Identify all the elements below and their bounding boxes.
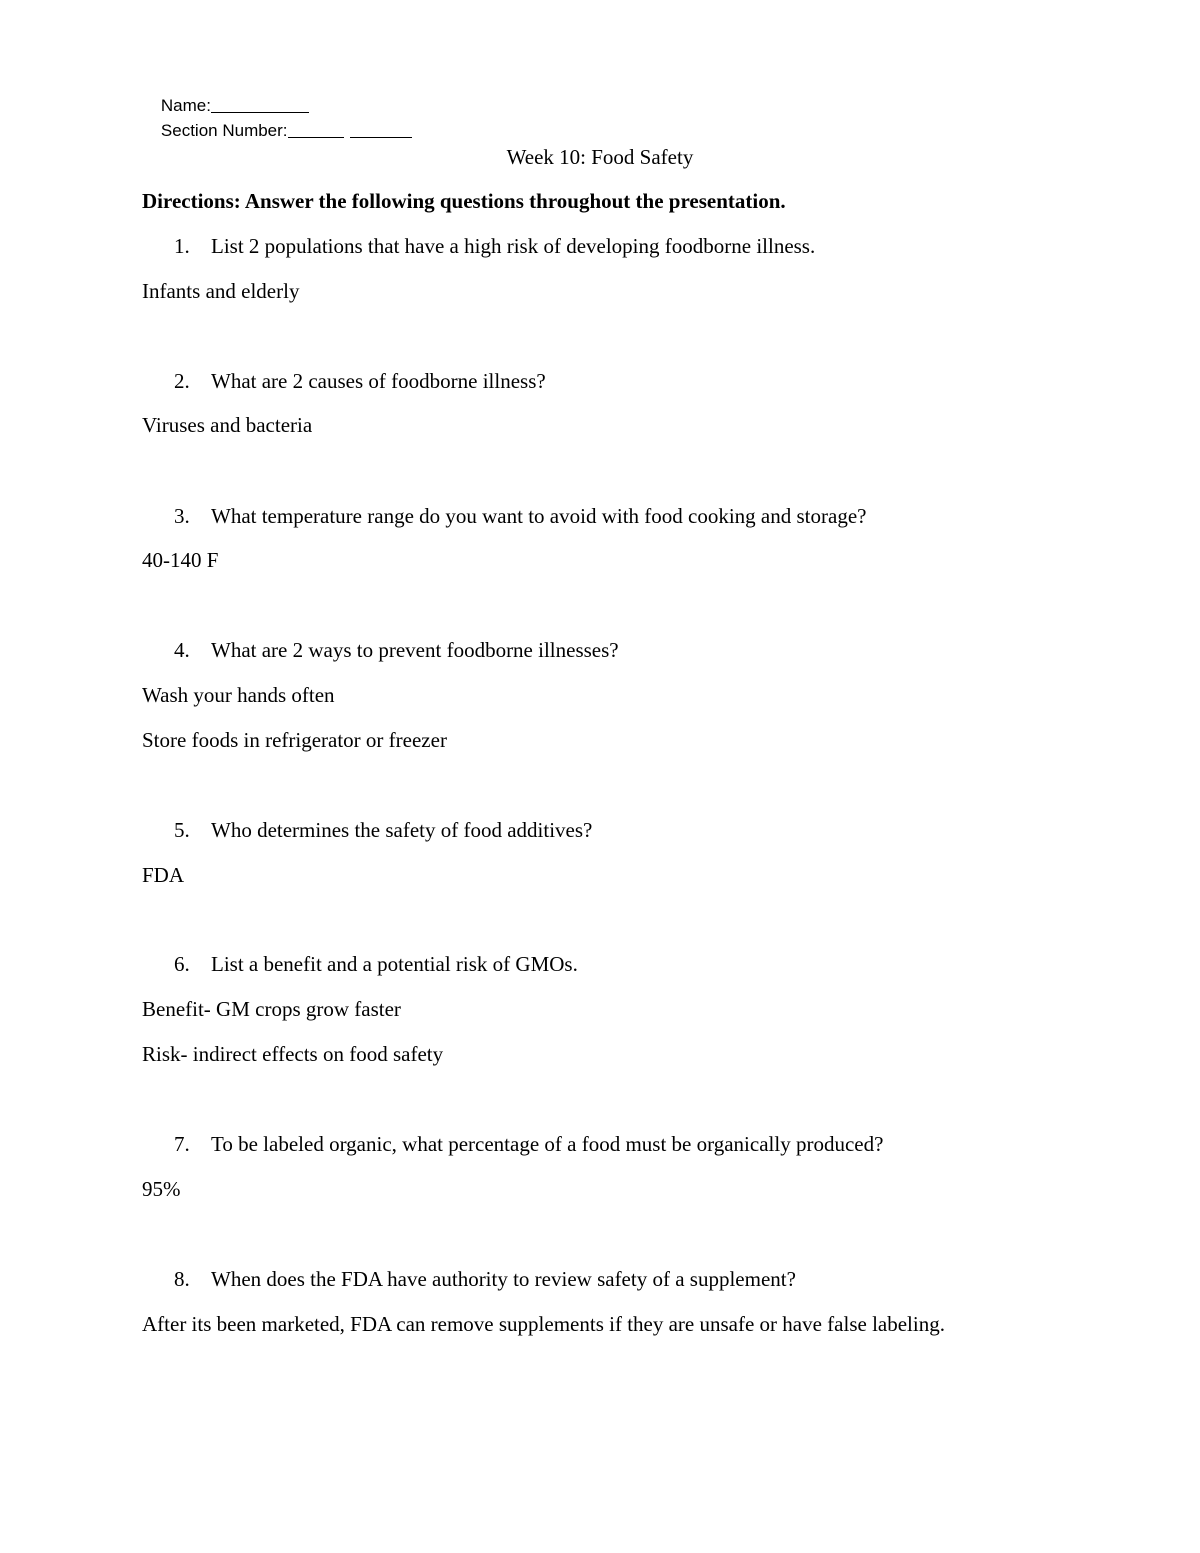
section-number-blank-1[interactable] (288, 123, 344, 138)
question-text: What are 2 ways to prevent foodborne illnesses? (211, 638, 619, 662)
answer-text: 40-140 F (142, 548, 219, 572)
question-text: When does the FDA have authority to review safety of a supplement? (211, 1267, 796, 1291)
answer-text: Benefit- GM crops grow faster (142, 997, 401, 1021)
answer-text: 95% (142, 1177, 181, 1201)
section-number-blank-2[interactable] (350, 123, 412, 138)
question-number: 8. (174, 1267, 190, 1291)
question-text: List 2 populations that have a high risk of developing foodborne illness. (211, 234, 816, 258)
page-title (0, 145, 1200, 170)
question-number: 2. (174, 369, 190, 393)
question-number: 6. (174, 952, 190, 976)
question-number: 7. (174, 1132, 190, 1156)
question-number: 5. (174, 818, 190, 842)
answer-text: Risk- indirect effects on food safety (142, 1042, 444, 1066)
question-text: What are 2 causes of foodborne illness? (211, 369, 546, 393)
answer-text: Viruses and bacteria (142, 413, 313, 437)
answer-text: Store foods in refrigerator or freezer (142, 728, 447, 752)
question-text: What temperature range do you want to avoid with food cooking and storage? (211, 504, 867, 528)
answer-text: After its been marketed, FDA can remove supplements if they are unsafe or have false labeling. (142, 1312, 945, 1336)
question-text: To be labeled organic, what percentage of a food must be organically produced? (211, 1132, 884, 1156)
directions: Directions: Answer the following questions throughout the presentation. (142, 189, 786, 213)
answer-text: Wash your hands often (142, 683, 335, 707)
question-text: List a benefit and a potential risk of GMOs. (211, 952, 578, 976)
question-text: Who determines the safety of food additives? (211, 818, 593, 842)
section-number-label: Section Number: (160, 121, 288, 140)
question-number: 4. (174, 638, 190, 662)
question-number: 3. (174, 504, 190, 528)
answer-text: FDA (142, 863, 185, 887)
question-number: 1. (174, 234, 190, 258)
answer-text: Infants and elderly (142, 279, 300, 303)
name-label: Name: (160, 96, 211, 115)
page-title-text: Week 10: Food Safety (506, 145, 694, 169)
